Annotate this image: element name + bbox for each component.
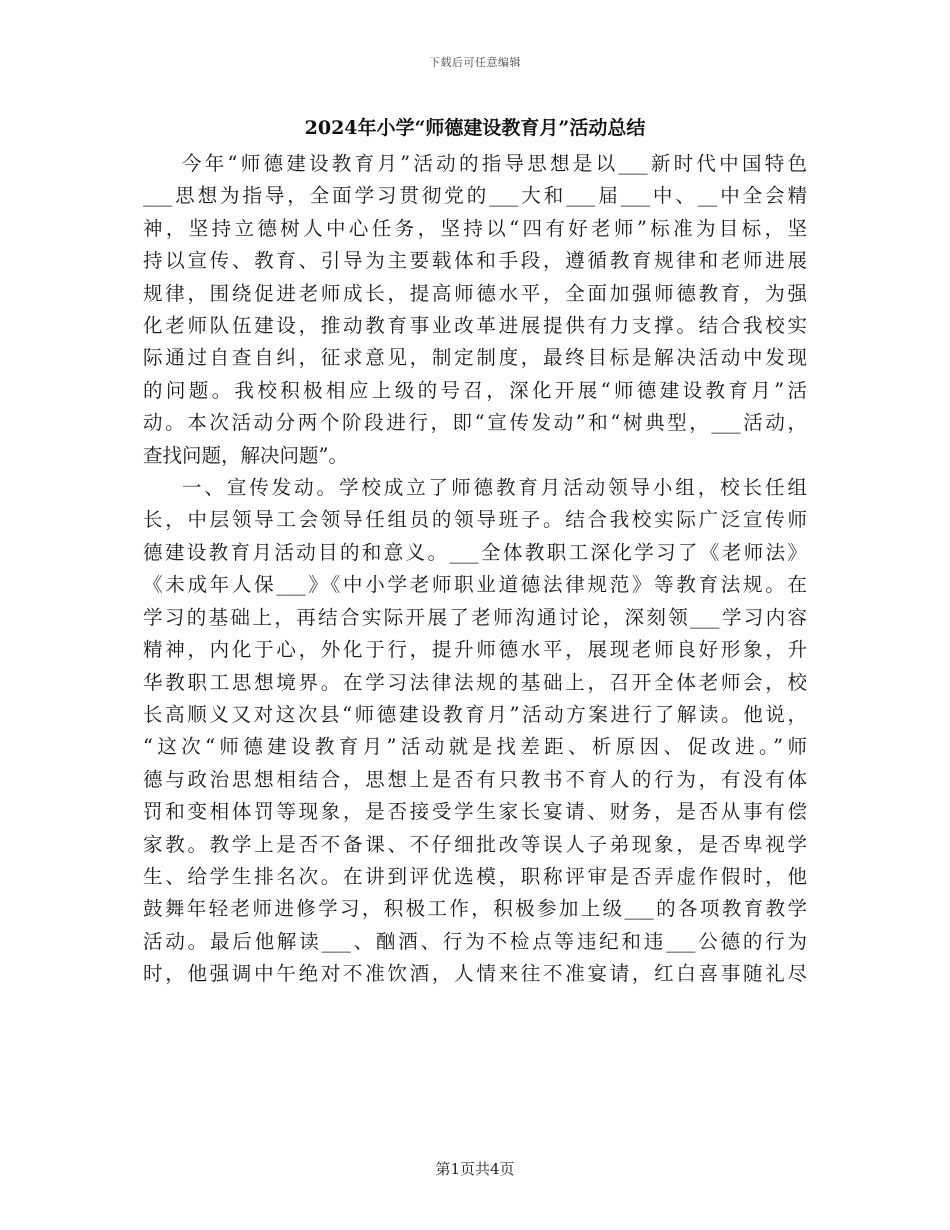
text-line: 时，他强调中午绝对不准饮酒，人情来往不准宴请，红白喜事随礼尽	[143, 962, 807, 986]
text-line: ___思想为指导，全面学习贯彻党的___大和___届___中、__中全会精	[143, 184, 807, 208]
text-line: 长高顺义又对这次县“师德建设教育月”活动方案进行了解读。他说，	[143, 702, 807, 726]
text-line: 规律，围绕促进老师成长，提高师德水平，全面加强师德教育，为强	[143, 281, 807, 305]
paragraph-section-one	[143, 472, 807, 991]
text-line: 动。本次活动分两个阶段进行，即“宣传发动”和“树典型，___活动，	[143, 411, 807, 435]
text-line: 家教。教学上是否不备课、不仔细批改等误人子弟现象，是否卑视学	[143, 832, 807, 856]
text-line: 学习的基础上，再结合实际开展了老师沟通讨论，深刻领___学习内容	[143, 605, 807, 629]
text-line: 生、给学生排名次。在讲到评优选模，职称评审是否弄虚作假时，他	[143, 864, 807, 888]
text-line: 一、宣传发动。学校成立了师德教育月活动领导小组，校长任组	[182, 476, 807, 500]
text-line: 《未成年人保___》《中小学老师职业道德法律规范》等教育法规。在	[143, 573, 807, 597]
page-header-note: 下载后可任意编辑	[429, 56, 521, 69]
text-line: 查找问题，解决问题”。	[143, 443, 348, 467]
text-line: 活动。最后他解读___、酗酒、行为不检点等违纪和违___公德的行为	[143, 929, 807, 953]
text-line: 持以宣传、教育、引导为主要载体和手段，遵循教育规律和老师进展	[143, 249, 807, 273]
document-body	[143, 148, 807, 991]
text-line: 鼓舞年轻老师进修学习，积极工作，积极参加上级___的各项教育教学	[143, 897, 807, 921]
text-line: 的问题。我校积极相应上级的号召，深化开展“师德建设教育月”活	[143, 378, 807, 402]
page-number: 第1页共4页	[435, 1160, 515, 1178]
text-line: 罚和变相体罚等现象，是否接受学生家长宴请、财务，是否从事有偿	[143, 800, 807, 824]
text-line: 德与政治思想相结合，思想上是否有只教书不育人的行为，有没有体	[143, 767, 807, 791]
text-line: 际通过自查自纠，征求意见，制定制度，最终目标是解决活动中发现	[143, 346, 807, 370]
text-line: “这次“师德建设教育月”活动就是找差距、析原因、促改进。”师	[143, 735, 807, 759]
text-line: 化老师队伍建设，推动教育事业改革进展提供有力支撑。结合我校实	[143, 314, 807, 338]
document-title: 2024年小学“师德建设教育月”活动总结	[304, 117, 646, 139]
paragraph-intro	[143, 148, 807, 472]
text-line: 长，中层领导工会领导任组员的领导班子。结合我校实际广泛宣传师	[143, 508, 807, 532]
text-line: 华教职工思想境界。在学习法律法规的基础上，召开全体老师会，校	[143, 670, 807, 694]
text-line: 精神，内化于心，外化于行，提升师德水平，展现老师良好形象，升	[143, 638, 807, 662]
text-line: 今年“师德建设教育月”活动的指导思想是以___新时代中国特色	[182, 152, 807, 175]
text-line: 神，坚持立德树人中心任务，坚持以“四有好老师”标准为目标，坚	[143, 216, 807, 240]
text-line: 德建设教育月活动目的和意义。___全体教职工深化学习了《老师法》	[143, 540, 807, 564]
